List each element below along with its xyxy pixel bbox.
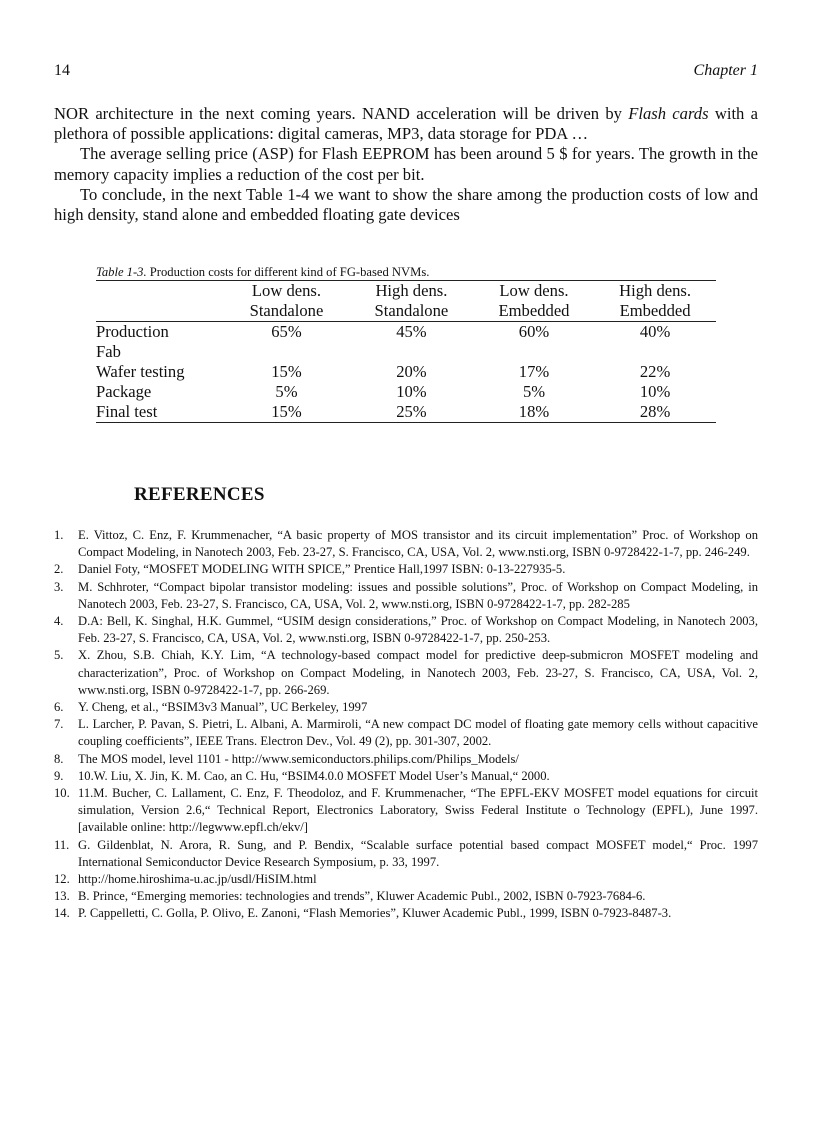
table-header-row [96,281,716,322]
table-cell: 40% [639,322,671,341]
reference-text: 10.W. Liu, X. Jin, K. M. Cao, an C. Hu, “BSIM4.0.0 MOSFET Model User’s Manual,“ 2000. [78,768,550,783]
reference-text: http://home.hiroshima-u.ac.jp/usdl/HiSIM.html [78,872,317,887]
table-cell: 65% [271,322,302,341]
table-row [96,322,716,343]
reference-text: D.A: Bell, K. Singhal, H.K. Gummel, “USIM design considerations,” Proc. of Workshop on Compact Modeling, in Nanotech 2003, Feb. 23-27, S. Francisco, CA, USA, Vol. 2, www.nsti.org, ISBN 0-9728422-1-7, pp. 250-253. [78,614,758,646]
row-label: Package [96,382,152,401]
table-caption [96,264,716,280]
table-cell: 15% [271,402,302,421]
reference-item [54,699,758,716]
references-heading: REFERENCES [134,484,265,505]
reference-text: B. Prince, “Emerging memories: technologies and trends”, Kluwer Academic Publ., 2002, ISBN 0-7923-7684-6. [78,889,646,904]
reference-number: 13. [54,889,70,904]
reference-number: 5. [54,648,64,663]
reference-number: 6. [54,700,64,715]
table-caption-text: Production costs for different kind of FG-based NVMs. [146,265,430,279]
reference-item [54,785,758,837]
row-label: Production [96,322,169,341]
reference-text: L. Larcher, P. Pavan, S. Pietri, L. Albani, A. Marmiroli, “A new compact DC model of floating gate memory cells without capacitive coupling coefficients”, IEEE Trans. Electron Dev., Vol. 49 (2), pp. 301-307, 2002. [78,717,758,749]
paragraph-1 [54,104,758,144]
table-cell [594,342,716,362]
reference-number: 11. [54,837,70,852]
reference-number: 14. [54,906,70,921]
production-cost-table [96,280,716,423]
reference-number: 9. [54,768,64,783]
reference-number: 2. [54,562,64,577]
production-cost-table-block [96,264,716,423]
page-header [54,62,758,84]
reference-item [54,561,758,578]
reference-item [54,527,758,561]
table-cell: 10% [639,382,671,401]
table-cell: 15% [271,362,302,381]
reference-text: Daniel Foty, “MOSFET MODELING WITH SPICE,” Prentice Hall,1997 ISBN: 0-13-227935-5. [78,562,566,577]
table-cell: 60% [518,322,550,341]
table-cell [474,342,594,362]
row-label: Fab [96,342,121,361]
col-header-low-standalone: Low dens. Standalone [224,281,349,322]
table-row [96,402,716,423]
table-cell: 45% [396,322,427,341]
table-cell: 10% [396,382,427,401]
paragraph-1-emphasis: Flash cards [628,104,709,123]
table-cell: 25% [396,402,427,421]
reference-item [54,888,758,905]
table-cell: 20% [396,362,427,381]
table-cell: 5% [522,382,546,401]
page-number: 14 [54,62,70,79]
table-cell [349,342,474,362]
references-list [54,527,758,923]
table-row [96,342,716,362]
reference-number: 7. [54,717,64,732]
paragraph-3: To conclude, in the next Table 1-4 we want to show the share among the production costs of low and high density, stand alone and embedded floating gate devices [54,184,758,225]
reference-text: E. Vittoz, C. Enz, F. Krummenacher, “A basic property of MOS transistor and its circuit implementation” Proc. of Workshop on Compact Modeling, in Nanotech 2003, Feb. 23-27, S. Francisco, CA, USA, Vol. 2, www.nsti.org, ISBN 0-9728422-1-7, pp. 246-249. [78,528,758,560]
reference-number: 4. [54,614,64,629]
col-header-low-embedded: Low dens. Embedded [474,281,594,322]
reference-text: M. Schhroter, “Compact bipolar transistor modeling: issues and possible solutions”, Proc. of Workshop on Compact Modeling, in Nanotech 2003, Feb. 23-27, S. Francisco, CA, USA, Vol. 2, www.nsti.org, ISBN 0-9728422-1-7, pp. 282-285 [78,579,758,611]
chapter-label: Chapter 1 [693,62,758,79]
col-header-high-embedded: High dens. Embedded [594,281,716,322]
reference-item [54,579,758,613]
reference-item [54,837,758,871]
reference-item [54,905,758,922]
reference-item [54,716,758,750]
table-cell [224,342,349,362]
reference-text: 11.M. Bucher, C. Lallament, C. Enz, F. Theodoloz, and F. Krummenacher, “The EPFL-EKV MOSFET model equations for circuit simulation, Version 2.6,“ Technical Report, Electronics Laboratory, Swiss Federal Institute o Technology (EPFL), June 1997. [available online: http://legwww.epfl.ch/ekv/] [78,786,758,835]
reference-text: X. Zhou, S.B. Chiah, K.Y. Lim, “A technology-based compact model for predictive deep-submicron MOSFET modeling and characterization”, Proc. of Workshop on Compact Modeling, in Nanotech 2003, Feb. 23-27, S. Francisco, CA, USA, Vol. 2, www.nsti.org, ISBN 0-9728422-1-7, pp. 266-269. [78,648,758,697]
row-label: Final test [96,402,158,421]
reference-item [54,768,758,785]
table-row [96,362,716,382]
table-cell: 22% [639,362,671,381]
reference-number: 1. [54,528,64,542]
reference-text: G. Gildenblat, N. Arora, R. Sung, and P. Bendix, “Scalable surface potential based compact MOSFET model,“ Proc. 1997 International Semiconductor Device Research Symposium, p. 33, 1997. [78,837,758,869]
row-label: Wafer testing [96,362,185,381]
paragraph-1-start: NOR architecture in the next coming years. NAND acceleration will be driven by [54,104,629,123]
table-cell: 17% [518,362,550,381]
reference-number: 3. [54,579,64,594]
reference-item [54,751,758,768]
paragraph-2: The average selling price (ASP) for Flash EEPROM has been around 5 $ for years. The growth in the memory capacity implies a reduction of the cost per bit. [54,144,758,184]
reference-number: 8. [54,751,64,766]
table-row [96,382,716,402]
reference-text: Y. Cheng, et al., “BSIM3v3 Manual”, UC Berkeley, 1997 [78,700,368,715]
col-header-high-standalone: High dens. Standalone [349,281,474,322]
reference-text: P. Cappelletti, C. Golla, P. Olivo, E. Zanoni, “Flash Memories”, Kluwer Academic Publ., 1999, ISBN 0-7923-8487-3. [78,906,672,921]
table-cell: 5% [275,382,298,401]
paragraph-1-end: with a plethora of possible applications: digital cameras, MP3, data storage for PDA … [54,104,758,144]
reference-item [54,647,758,699]
table-caption-label: Table 1-3. [96,265,147,279]
body-text [54,104,758,225]
reference-item [54,871,758,888]
reference-item [54,613,758,647]
reference-text: The MOS model, level 1101 - http://www.semiconductors.philips.com/Philips_Models/ [78,751,519,766]
reference-number: 12. [54,872,70,887]
table-cell: 18% [518,402,550,421]
table-corner-cell [96,281,224,322]
table-cell: 28% [639,402,671,421]
reference-number: 10. [54,786,70,801]
